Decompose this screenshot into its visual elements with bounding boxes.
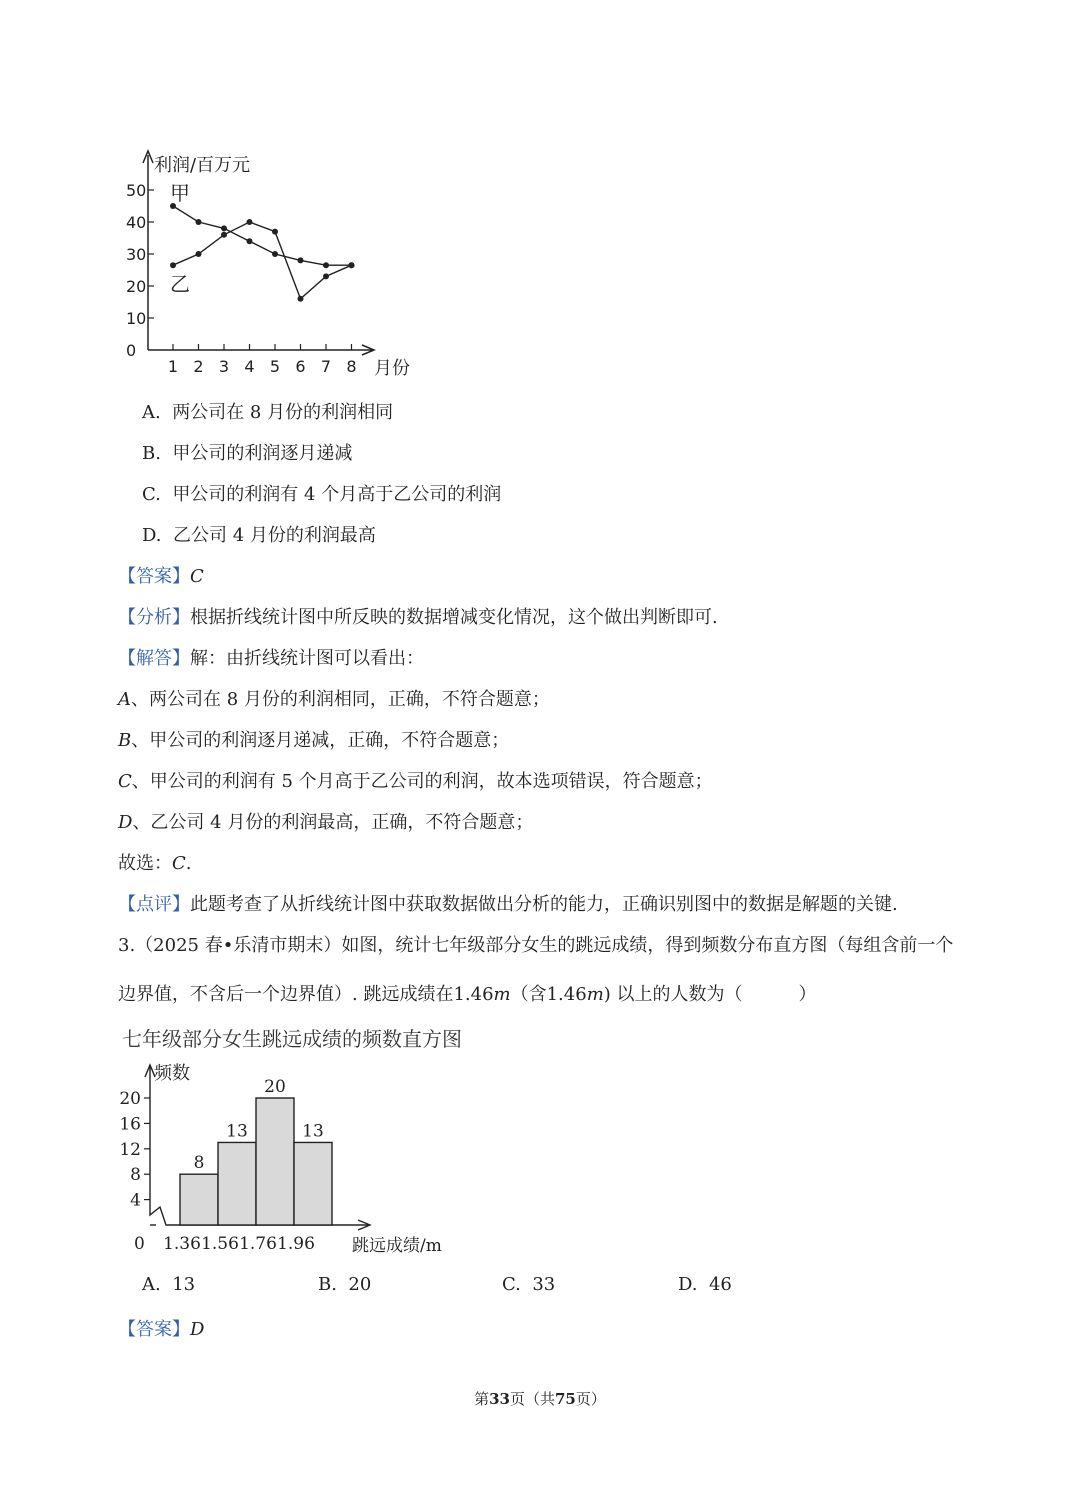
q3-stem-part: 边界值，不含后一个边界值）. 跳远成绩在1.46: [118, 984, 494, 1005]
axis-break: [150, 1203, 180, 1225]
x-tick-label: 2: [193, 357, 204, 376]
option-a: [142, 398, 393, 424]
q3-stem-line1: 3.（2025 春•乐清市期末）如图，统计七年级部分女生的跳远成绩，得到频数分布直方图（每组含前一个: [118, 935, 954, 956]
bin-edge-label: 1.96: [277, 1234, 315, 1254]
comment-text: 此题考查了从折线统计图中获取数据做出分析的能力，正确识别图中的数据是解题的关键.: [190, 894, 898, 915]
footer-page: 33: [489, 1390, 510, 1408]
x-tick-label: 1: [167, 357, 179, 376]
step-text: 、甲公司的利润逐月递减，正确，不符合题意；: [131, 730, 510, 751]
option-letter: D.: [142, 525, 162, 546]
q3-stem-line2: [118, 980, 817, 1006]
solution-line: [118, 644, 424, 670]
data-point: [196, 251, 202, 257]
q3-option-d: [678, 1274, 732, 1295]
option-letter: C.: [502, 1274, 521, 1295]
x-tick-label: 4: [244, 357, 255, 376]
answer-value: C: [190, 566, 204, 587]
data-point: [298, 296, 304, 302]
q3-stem-part: ) 以上的人数为（: [603, 984, 743, 1005]
analysis-text: 根据折线统计图中所反映的数据增减变化情况，这个做出判断即可.: [190, 607, 718, 628]
y-axis-label: 频数: [154, 1063, 190, 1084]
data-point: [272, 229, 278, 235]
histogram-bar: [256, 1098, 294, 1225]
step-letter: D: [118, 812, 133, 833]
data-point: [272, 251, 278, 257]
bin-edge-label: 1.36: [163, 1234, 201, 1254]
histogram-bar: [218, 1142, 256, 1225]
answer-value: D: [190, 1319, 205, 1340]
y-axis-label: 利润/百万元: [154, 155, 251, 176]
y-tick-label: 20: [119, 1089, 141, 1109]
option-letter: B.: [142, 443, 161, 464]
unit-m: m: [493, 984, 511, 1005]
option-text: 46: [708, 1274, 732, 1295]
step-text: 、两公司在 8 月份的利润相同，正确，不符合题意；: [131, 689, 550, 710]
solution-intro: 解：由折线统计图可以看出：: [190, 648, 424, 669]
solution-tag: 【解答】: [118, 648, 190, 669]
answer-tag: 【答案】: [118, 1319, 190, 1340]
series-label-jia: 甲: [170, 181, 190, 205]
analysis-tag: 【分析】: [118, 607, 190, 628]
analysis-line: [118, 603, 718, 629]
option-text: 乙公司 4 月份的利润最高: [172, 525, 376, 546]
solution-step-a: [118, 685, 550, 711]
q3-option-a: [142, 1274, 195, 1295]
unit-m: m: [586, 984, 604, 1005]
data-point: [221, 225, 227, 231]
y-tick-label: 4: [130, 1190, 141, 1211]
option-text: 两公司在 8 月份的利润相同: [172, 402, 394, 423]
step-text: 、甲公司的利润有 5 个月高于乙公司的利润，故本选项错误，符合题意；: [131, 771, 713, 792]
footer-mid: 页（共: [509, 1390, 555, 1408]
answer-tag: 【答案】: [118, 566, 190, 587]
q3-option-c: [502, 1274, 555, 1295]
y-tick-label: 20: [126, 277, 147, 296]
histogram-bar: [294, 1142, 332, 1225]
x-tick-label: 8: [346, 357, 357, 376]
series-line-yi: [173, 222, 352, 299]
x-tick-label: 3: [218, 357, 230, 376]
histogram-bar: [180, 1174, 218, 1225]
q3-stem-part: ）: [798, 984, 817, 1005]
bar-value-label: 13: [302, 1121, 324, 1142]
y-tick-label: 12: [119, 1139, 141, 1160]
data-point: [196, 219, 202, 225]
data-point: [323, 262, 329, 268]
step-letter: C: [118, 771, 132, 792]
solution-step-d: [118, 808, 533, 834]
y-tick-label: 8: [130, 1165, 141, 1186]
x-tick-label: 7: [320, 357, 332, 376]
data-point: [247, 238, 253, 244]
x-axis-label: 月份: [374, 358, 410, 379]
y-tick-label: 40: [126, 213, 147, 232]
option-text: 甲公司的利润有 4 个月高于乙公司的利润: [172, 484, 502, 505]
step-text: 、乙公司 4 月份的利润最高，正确，不符合题意；: [132, 812, 534, 833]
option-letter: A.: [142, 402, 161, 423]
footer-prefix: 第: [474, 1390, 490, 1408]
histogram-title: 七年级部分女生跳远成绩的频数直方图: [122, 1027, 462, 1051]
y-tick-label: 30: [126, 245, 147, 264]
origin-label: 0: [134, 1234, 145, 1254]
option-c: [142, 480, 501, 506]
step-letter: B: [118, 730, 132, 751]
bin-edge-label: 1.76: [239, 1234, 277, 1254]
comment-line: [118, 890, 898, 916]
jump-histogram: [110, 1020, 490, 1260]
footer-total: 75: [555, 1390, 576, 1408]
data-point: [221, 232, 227, 238]
conclusion-letter: C: [172, 853, 186, 874]
y-tick-label: 50: [126, 181, 147, 200]
conclusion-suffix: .: [185, 853, 192, 874]
solution-step-c: [118, 767, 713, 793]
x-tick-label: 5: [269, 357, 281, 376]
y-tick-label: 16: [119, 1114, 141, 1135]
option-text: 20: [348, 1274, 372, 1295]
answer-line: [118, 562, 204, 588]
bar-value-label: 8: [193, 1153, 205, 1174]
y-tick-label: 10: [126, 309, 147, 328]
profit-line-chart: [110, 145, 430, 385]
conclusion-line: [118, 849, 192, 875]
option-d: [142, 521, 376, 547]
option-text: 33: [532, 1274, 556, 1295]
footer-suffix: 页）: [575, 1390, 606, 1408]
q3-option-b: [318, 1274, 371, 1295]
page-footer: [0, 1388, 1080, 1409]
q3-stem-part: （含1.46: [510, 984, 587, 1005]
data-point: [170, 262, 176, 268]
q3-answer-line: [118, 1315, 204, 1341]
conclusion-prefix: 故选：: [118, 853, 172, 874]
option-letter: A.: [142, 1274, 161, 1295]
bin-edge-label: 1.56: [201, 1234, 239, 1254]
data-point: [247, 219, 253, 225]
bar-value-label: 20: [264, 1077, 286, 1097]
option-letter: D.: [678, 1274, 698, 1295]
option-letter: C.: [142, 484, 161, 505]
x-tick-label: 6: [295, 357, 306, 376]
option-b: [142, 439, 352, 465]
series-label-yi: 乙: [170, 272, 190, 297]
comment-tag: 【点评】: [118, 894, 190, 915]
data-point: [349, 262, 355, 268]
step-letter: A: [118, 689, 131, 710]
option-letter: B.: [318, 1274, 337, 1295]
x-axis-label: 跳远成绩/m: [352, 1236, 442, 1256]
data-point: [298, 257, 304, 263]
option-text: 甲公司的利润逐月递减: [172, 443, 353, 464]
option-text: 13: [172, 1274, 196, 1295]
solution-step-b: [118, 726, 509, 752]
y-tick-label: 0: [126, 341, 137, 360]
bar-value-label: 13: [226, 1121, 248, 1142]
data-point: [323, 273, 329, 279]
